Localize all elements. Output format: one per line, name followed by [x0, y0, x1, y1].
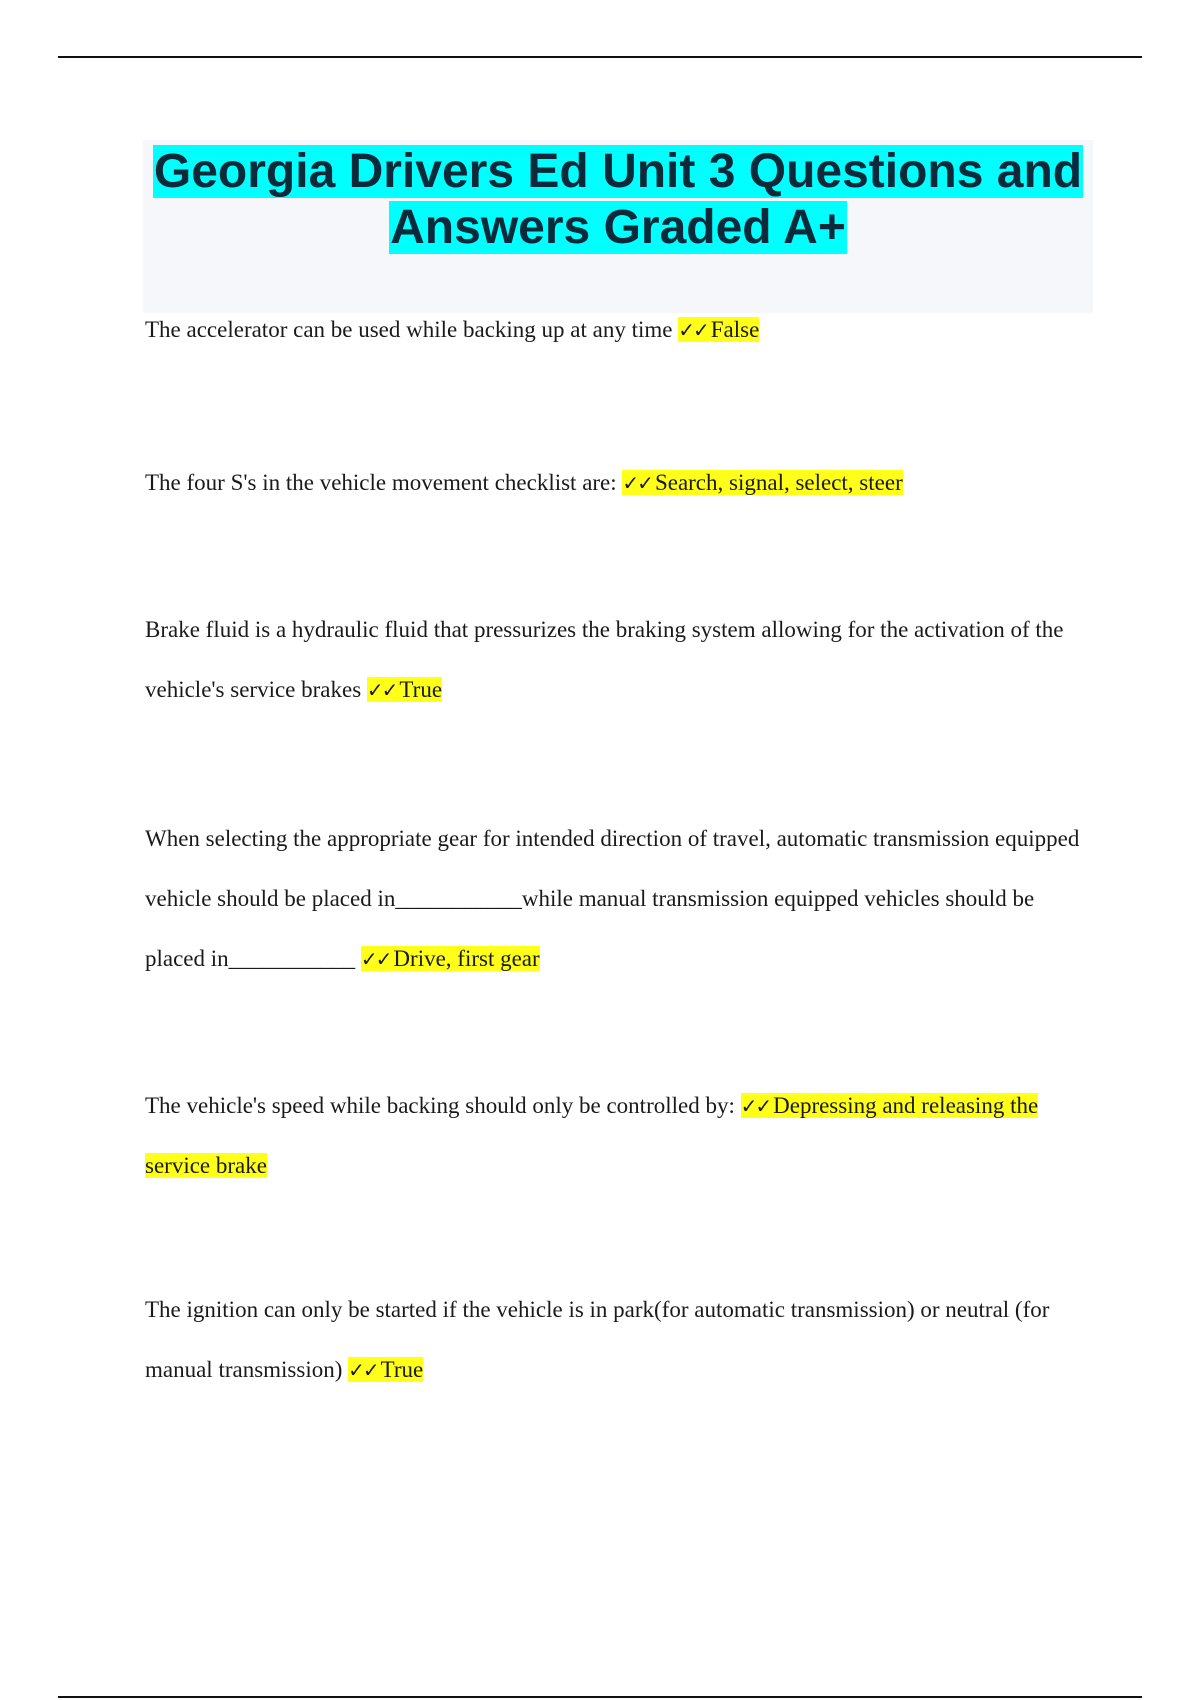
double-check-icon: ✓✓	[348, 1358, 378, 1382]
top-page-rule	[58, 56, 1142, 58]
answer-text: Drive, first gear	[393, 946, 540, 971]
double-check-icon: ✓✓	[360, 947, 391, 971]
answer-highlight	[367, 677, 442, 702]
answer-text: True	[399, 677, 443, 702]
answer-text: Search, signal, select, steer	[654, 470, 903, 495]
double-check-icon: ✓✓	[740, 1094, 771, 1118]
double-check-icon: ✓✓	[678, 318, 708, 342]
qa-item	[145, 600, 1085, 720]
qa-item	[145, 453, 1085, 513]
answer-text: True	[380, 1357, 424, 1382]
question-text: When selecting the appropriate gear for intended direction of travel, automatic transmission equipped vehicle should be placed in___________while manual transmission equipped vehicles should be placed in___________	[145, 826, 1080, 971]
answer-highlight	[622, 470, 902, 495]
double-check-icon: ✓✓	[366, 678, 397, 702]
answer-highlight	[348, 1357, 423, 1382]
document-title	[143, 140, 1093, 256]
question-text: The vehicle's speed while backing should only be controlled by:	[145, 1093, 741, 1118]
double-check-icon: ✓✓	[622, 471, 652, 495]
question-text: The accelerator can be used while backing up at any time	[145, 317, 679, 342]
answer-highlight	[678, 317, 759, 342]
qa-item	[145, 300, 1085, 360]
answer-text: Depressing and releasing the service brake	[145, 1093, 1039, 1178]
document-title-text: Georgia Drivers Ed Unit 3 Questions and Answers Graded A+	[153, 145, 1083, 254]
title-block	[143, 140, 1093, 313]
question-text: The four S's in the vehicle movement checklist are:	[145, 470, 623, 495]
answer-highlight	[361, 946, 540, 971]
question-text: The ignition can only be started if the vehicle is in park(for automatic transmission) or neutral (for manual transmission)	[145, 1297, 1050, 1382]
question-text: Brake fluid is a hydraulic fluid that pressurizes the braking system allowing for the activation of the vehicle's service brakes	[145, 617, 1064, 702]
answer-text: False	[710, 317, 760, 342]
qa-item	[145, 809, 1085, 989]
bottom-page-rule	[58, 1696, 1142, 1698]
qa-item	[145, 1076, 1085, 1196]
qa-item	[145, 1280, 1085, 1400]
